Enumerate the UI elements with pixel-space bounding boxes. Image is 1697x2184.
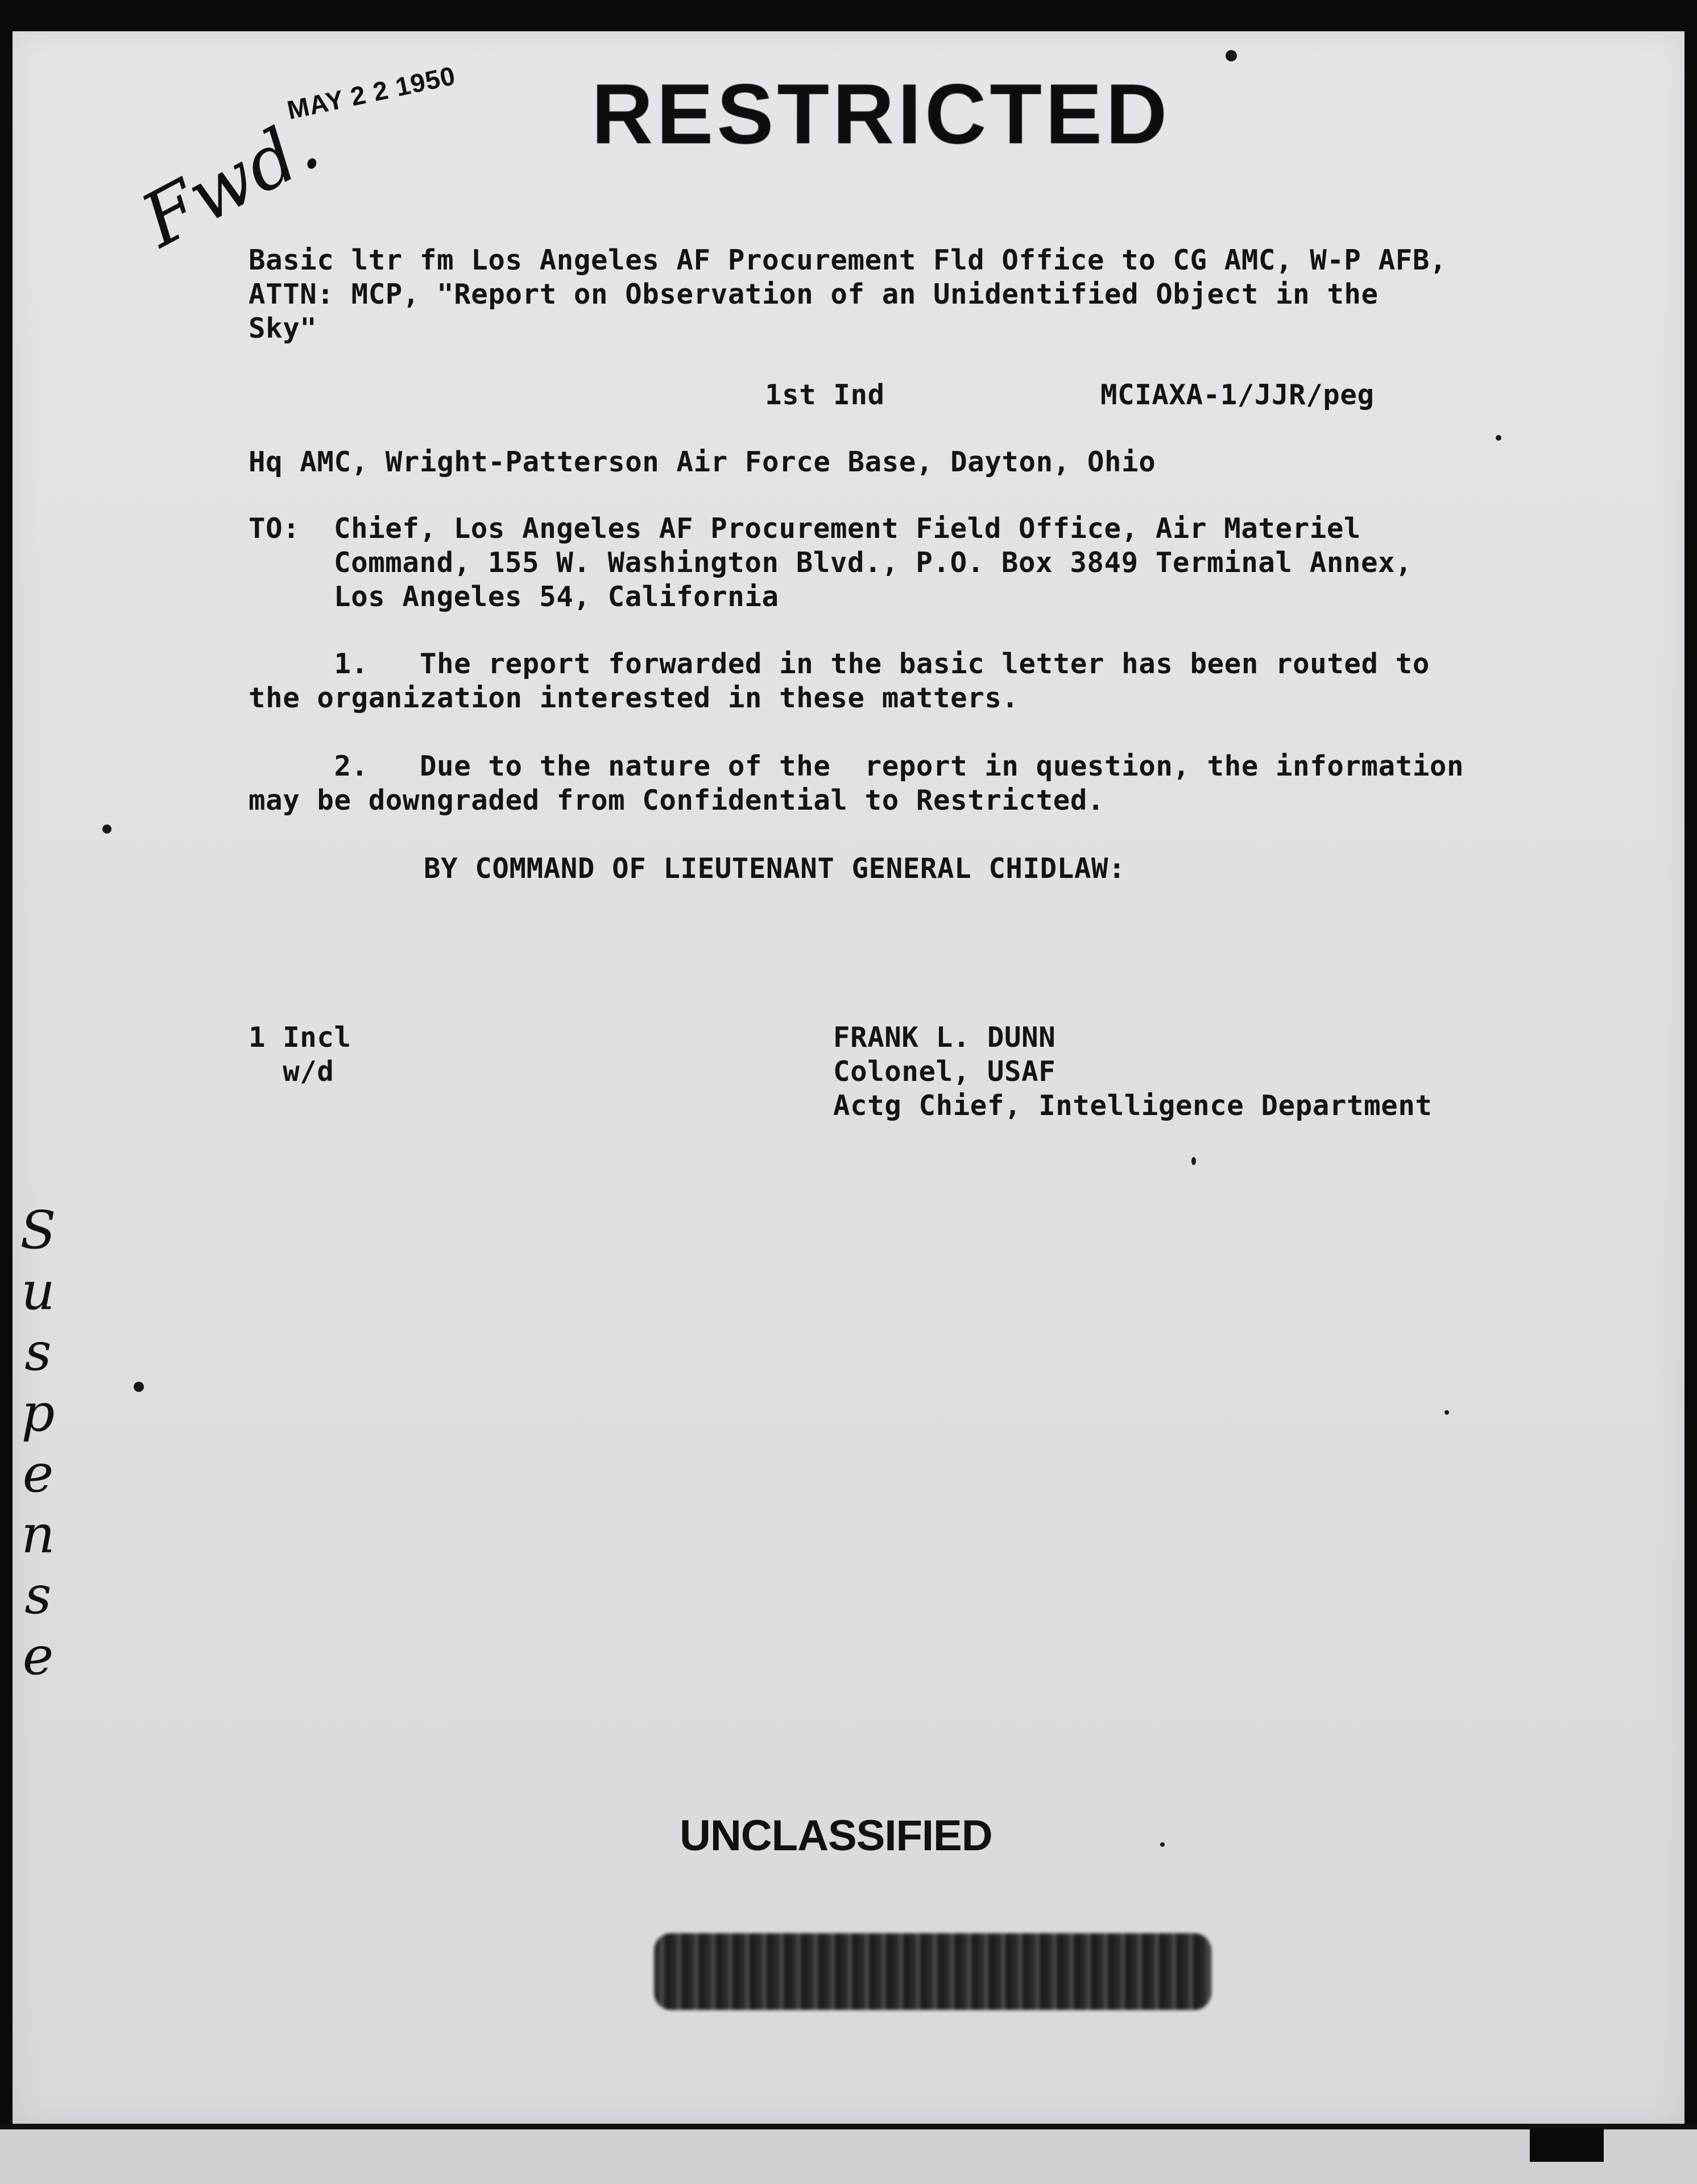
to-address-line-2: Command, 155 W. Washington Blvd., P.O. Box 3849 Terminal Annex,: [334, 546, 1413, 579]
date-received-stamp: MAY 2 2 1950: [284, 60, 458, 125]
to-label: TO:: [249, 512, 300, 545]
signature-title: Actg Chief, Intelligence Department: [833, 1089, 1433, 1122]
basic-letter-ref-line-3: Sky": [249, 312, 317, 345]
unclassified-stamp: UNCLASSIFIED: [680, 1812, 992, 1860]
paragraph-1-line-1: 1. The report forwarded in the basic letter has been routed to: [249, 648, 1430, 680]
paragraph-2-line-1: 2. Due to the nature of the report in question, the information: [249, 750, 1464, 782]
to-address-line-1: Chief, Los Angeles AF Procurement Field Office, Air Materiel: [334, 512, 1361, 545]
paragraph-2-line-2: may be downgraded from Confidential to Restricted.: [249, 784, 1105, 817]
restricted-stamp-top: RESTRICTED: [591, 66, 1171, 161]
obliterated-restricted-stamp: [654, 1933, 1211, 2010]
paragraph-1-line-2: the organization interested in these matters.: [249, 682, 1019, 714]
signature-rank: Colonel, USAF: [833, 1055, 1056, 1088]
file-reference: MCIAXA-1/JJR/peg: [1100, 379, 1375, 411]
scan-speck: [1444, 1410, 1449, 1415]
enclosure-line-2: w/d: [249, 1055, 334, 1088]
basic-letter-ref-line-2: ATTN: MCP, "Report on Observation of an Unidentified Object in the: [249, 278, 1379, 310]
scan-speck: [102, 824, 111, 834]
basic-letter-ref-line-1: Basic ltr fm Los Angeles AF Procurement Fld Office to CG AMC, W-P AFB,: [249, 244, 1447, 276]
scan-speck: [1160, 1842, 1165, 1847]
scan-speck: [134, 1382, 144, 1392]
handwritten-suspense-note: Suspense: [20, 1200, 56, 1686]
handwritten-fwd-note: Fwd.: [128, 100, 333, 264]
scan-speck: [1191, 1157, 1196, 1165]
scan-speck: [1226, 50, 1237, 61]
enclosure-line-1: 1 Incl: [249, 1021, 351, 1054]
signature-name: FRANK L. DUNN: [833, 1021, 1056, 1054]
to-address-line-3: Los Angeles 54, California: [334, 581, 779, 613]
scan-speck: [1496, 435, 1501, 441]
command-line: BY COMMAND OF LIEUTENANT GENERAL CHIDLAW:: [424, 852, 1126, 885]
from-line: Hq AMC, Wright-Patterson Air Force Base, Dayton, Ohio: [249, 446, 1156, 478]
corner-mark: [1530, 2128, 1604, 2162]
indorsement-number: 1st Ind: [765, 379, 885, 411]
scan-bottom-edge: [0, 2124, 1697, 2184]
